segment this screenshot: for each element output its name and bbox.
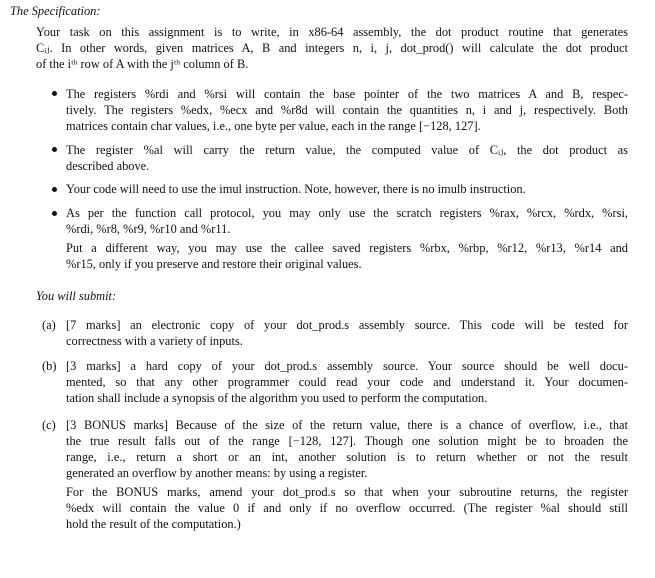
submit-heading: You will submit:	[36, 289, 117, 303]
item-line: mented, so that any other programmer could read your code and understand it. Your documen-	[66, 375, 628, 389]
item-line: [7 marks] an electronic copy of your dot_prod.s assembly source. This code will be tested for	[66, 318, 628, 332]
specification-heading: The Specification:	[10, 4, 101, 18]
item-label: (b)	[42, 359, 57, 373]
item-line: [3 marks] a hard copy of your dot_prod.s assembly source. Your source should be well docu-	[66, 359, 628, 373]
bullet-line: Put a different way, you may use the callee saved registers %rbx, %rbp, %r12, %r13, %r14 and	[66, 241, 628, 255]
bullet-line: As per the function call protocol, you may only use the scratch registers %rax, %rcx, %rdx, %rsi,	[66, 206, 628, 220]
intro-line: Your task on this assignment is to write, in x86-64 assembly, the dot product routine that generates	[36, 25, 628, 39]
bullet-line: described above.	[66, 159, 150, 173]
item-label: (c)	[42, 418, 56, 432]
item-line: For the BONUS marks, amend your dot_prod.s so that when your subroutine returns, the register	[66, 485, 628, 499]
bullet-line: tively. The registers %edx, %ecx and %r8d will contain the quantities n, i and j, respectively. Both	[66, 103, 628, 117]
item-line: tation shall include a synopsis of the algorithm you used to perform the computation.	[66, 391, 488, 405]
item-line: generated an overflow by another means: by using a register.	[66, 466, 368, 480]
item-line: correctness with a variety of inputs.	[66, 334, 243, 348]
item-line: %edx will contain the value 0 if and only if no overflow occurred. (The register %al should still	[66, 501, 628, 515]
bullet-marker	[52, 211, 57, 216]
bullet-marker	[52, 147, 57, 152]
bullet-line: matrices contain char values, i.e., one byte per value, each in the range [−128, 127].	[66, 119, 481, 133]
item-line: the true result falls out of the range [−128, 127]. Though one solution might be to broaden the	[66, 434, 628, 448]
bullet-line: The registers %rdi and %rsi will contain the base pointer of the two matrices A and B, respec-	[66, 87, 628, 101]
bullet-line: %r15, only if you preserve and restore their original values.	[66, 257, 362, 271]
bullet-line: Your code will need to use the imul instruction. Note, however, there is no imulb instruction.	[66, 182, 526, 196]
item-line: range, i.e., return a short or an int, another solution is to return whether or not the result	[66, 450, 628, 464]
bullet-marker	[52, 91, 57, 96]
bullet-line: The register %al will carry the return value, the computed value of Cᵢⱼ, the dot product as	[66, 143, 628, 157]
intro-line: Cᵢⱼ. In other words, given matrices A, B and integers n, i, j, dot_prod() will calculate the dot product	[36, 41, 628, 55]
bullet-marker	[52, 187, 57, 192]
bullet-line: %rdi, %r8, %r9, %r10 and %r11.	[66, 222, 231, 236]
item-line: hold the result of the computation.)	[66, 517, 241, 531]
intro-line: of the iᵗʰ row of A with the jᵗʰ column of B.	[36, 57, 249, 71]
item-label: (a)	[42, 318, 56, 332]
item-line: [3 BONUS marks] Because of the size of the return value, there is a chance of overflow, i.e., that	[66, 418, 628, 432]
